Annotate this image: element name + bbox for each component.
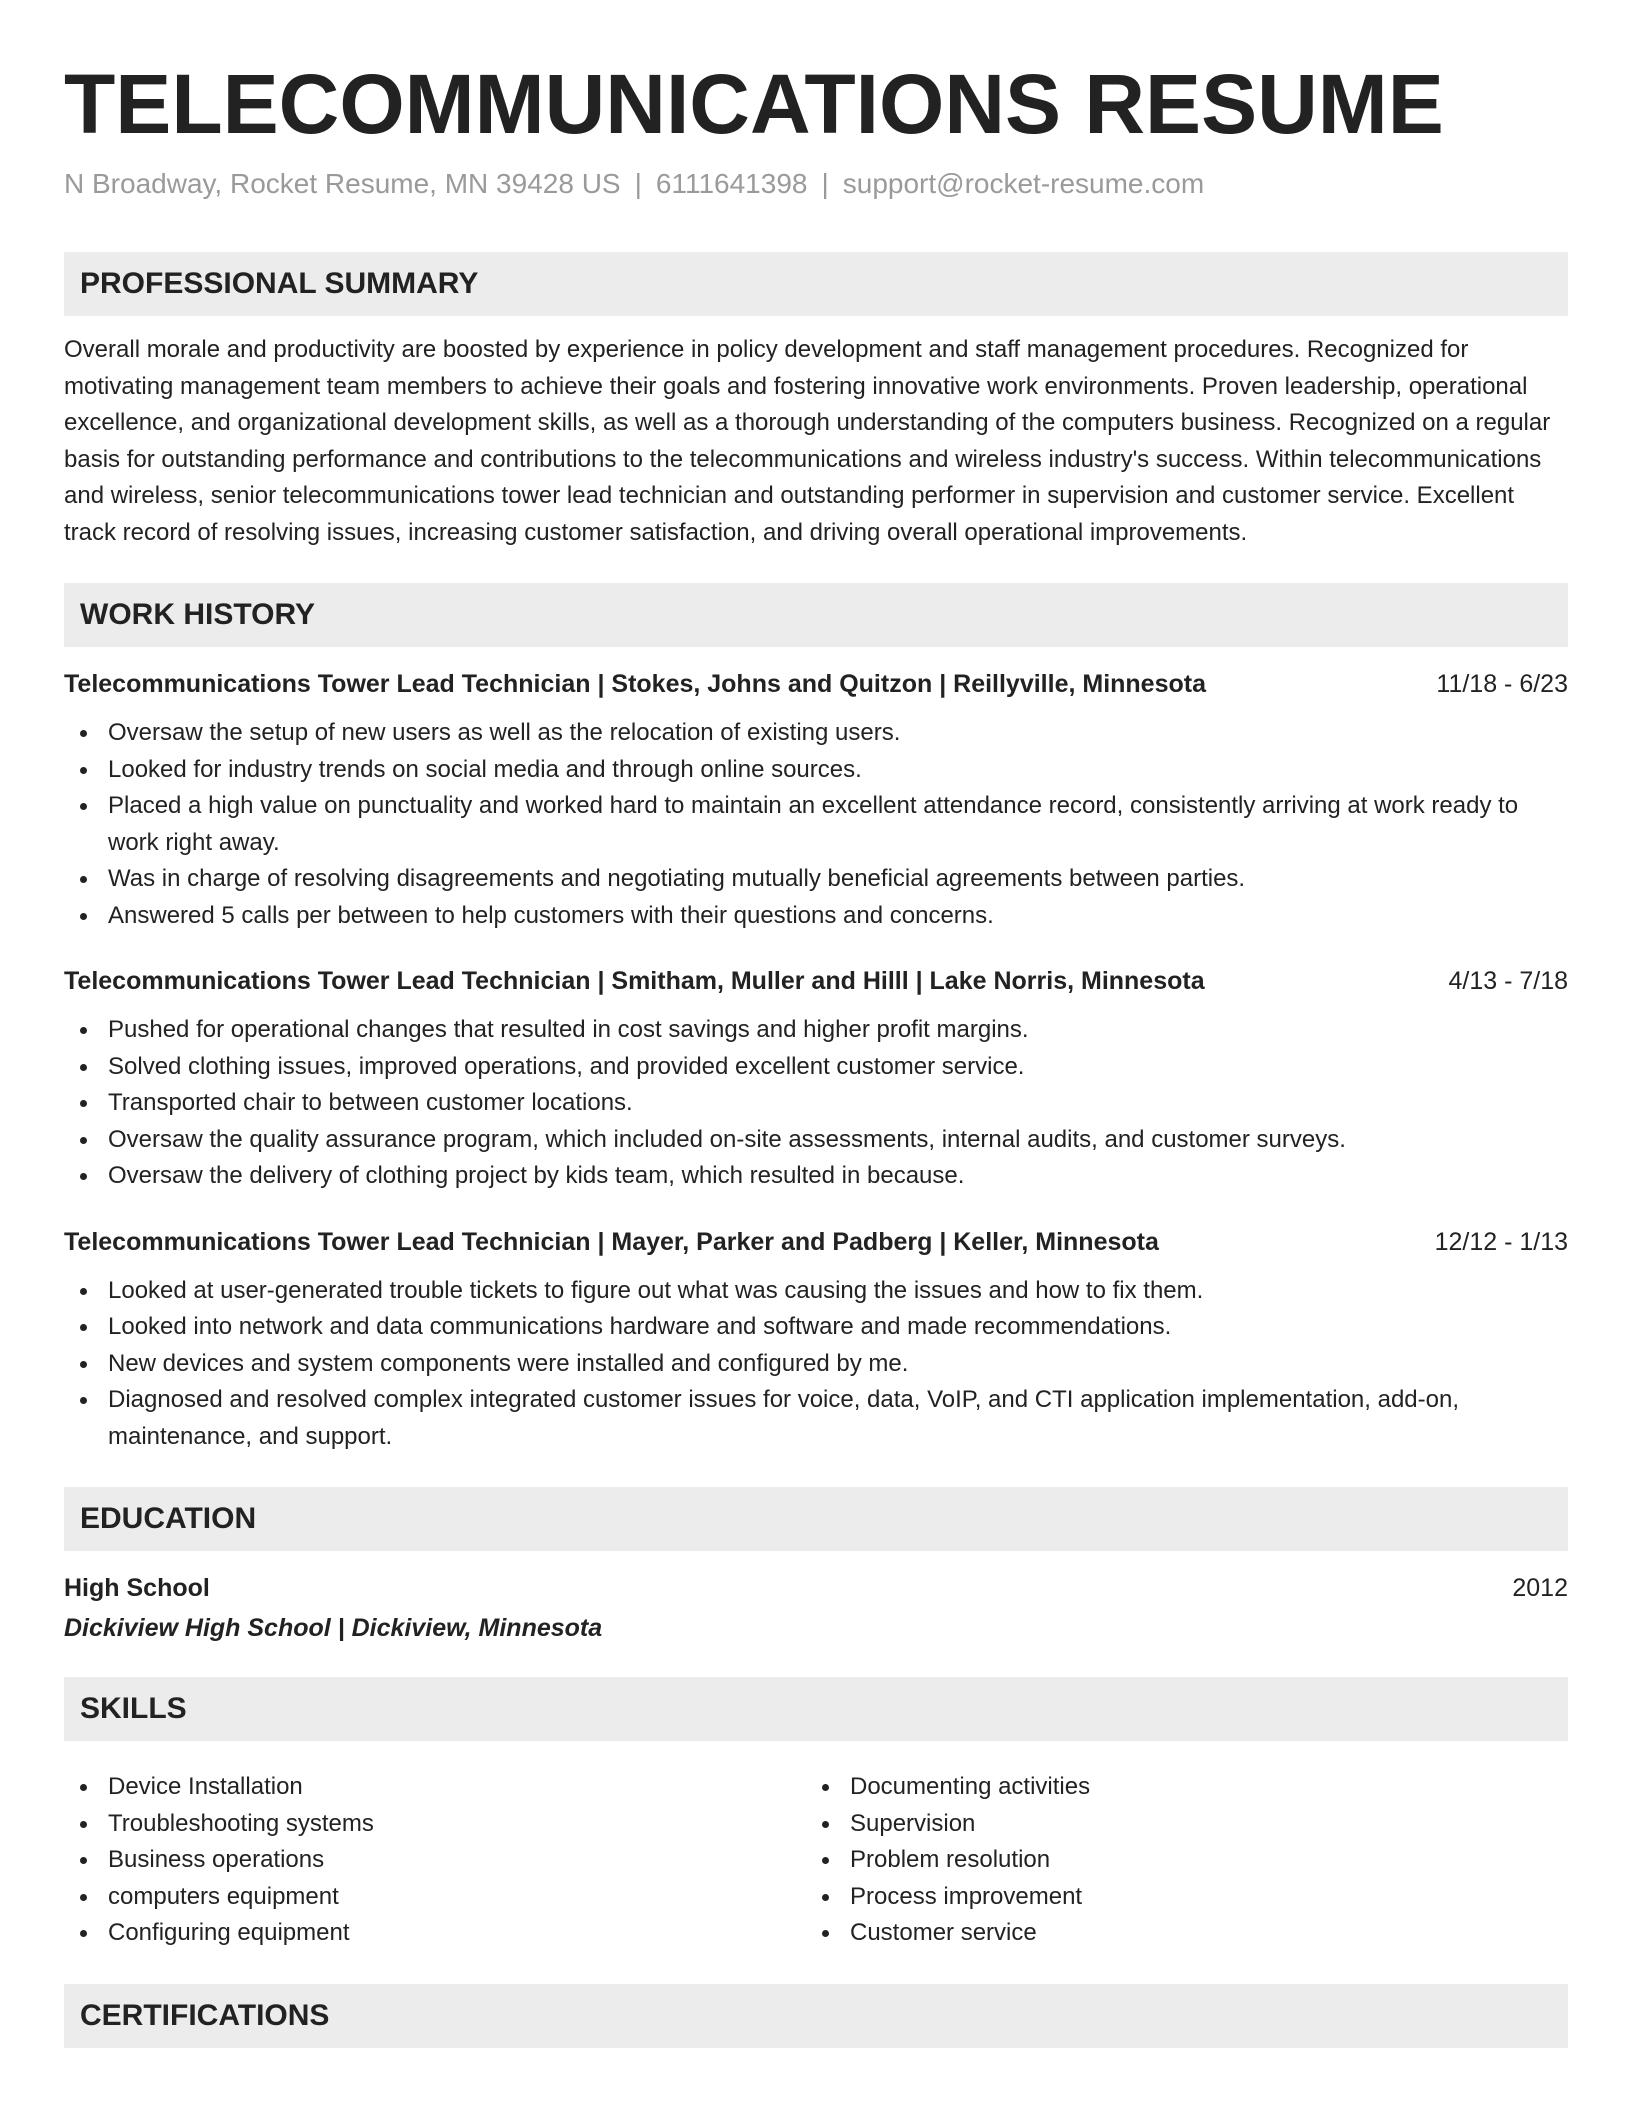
job-bullets: [64, 1012, 1568, 1195]
list-item: Device Installation: [64, 1769, 806, 1806]
education-header: [64, 1571, 1568, 1605]
list-item: Placed a high value on punctuality and worked hard to maintain an excellent attendance record, consistently arriving at work ready to work right away.: [64, 788, 1568, 861]
contact-phone: 6111641398: [655, 168, 808, 199]
job-header: [64, 667, 1568, 701]
job-dates: 12/12 - 1/13: [1434, 1227, 1568, 1256]
list-item: Looked into network and data communications hardware and software and made recommendations.: [64, 1309, 1568, 1346]
section-header-summary: PROFESSIONAL SUMMARY: [64, 252, 1568, 316]
job-entry: [64, 667, 1568, 934]
list-item: Documenting activities: [806, 1769, 1090, 1806]
list-item: New devices and system components were installed and configured by me.: [64, 1346, 1568, 1383]
list-item: Looked for industry trends on social media and through online sources.: [64, 752, 1568, 789]
list-item: Diagnosed and resolved complex integrated customer issues for voice, data, VoIP, and CTI application implementation, add-on, maintenance, and support.: [64, 1382, 1568, 1455]
contact-separator: |: [821, 168, 829, 199]
list-item: Troubleshooting systems: [64, 1806, 806, 1843]
section-header-certifications: CERTIFICATIONS: [64, 1984, 1568, 2048]
contact-line: [64, 166, 1568, 202]
list-item: Process improvement: [806, 1879, 1090, 1916]
education-degree: High School: [64, 1574, 210, 1602]
contact-address: N Broadway, Rocket Resume, MN 39428 US: [64, 168, 621, 199]
job-header: [64, 1225, 1568, 1259]
list-item: Business operations: [64, 1842, 806, 1879]
list-item: Pushed for operational changes that resulted in cost savings and higher profit margins.: [64, 1012, 1568, 1049]
job-dates: 11/18 - 6/23: [1436, 670, 1568, 698]
job-title: Telecommunications Tower Lead Technician | Mayer, Parker and Padberg | Keller, Minnesota: [64, 1227, 1159, 1256]
job-dates: 4/13 - 7/18: [1448, 967, 1568, 995]
job-bullets: [64, 715, 1568, 934]
skills-column-right: [806, 1769, 1090, 1952]
job-entry: [64, 1225, 1568, 1456]
section-header-education: EDUCATION: [64, 1487, 1568, 1551]
summary-text: Overall morale and productivity are boosted by experience in policy development and staff management procedures. Recognized for motivating management team members to achieve their goals and fostering innovative work environments. Proven leadership, operational excellence, and organizational development skills, as well as a thorough understanding of the computers business. Recognized on a regular basis for outstanding performance and contributions to the telecommunications and wireless industry's success. Within telecommunications and wireless, senior telecommunications tower lead technician and outstanding performer in supervision and customer service. Excellent track record of resolving issues, increasing customer satisfaction, and driving overall operational improvements.: [64, 336, 1551, 546]
list-item: Oversaw the setup of new users as well as the relocation of existing users.: [64, 715, 1568, 752]
list-item: Customer service: [806, 1915, 1090, 1952]
job-title: Telecommunications Tower Lead Technician | Smitham, Muller and Hilll | Lake Norris, Minnesota: [64, 967, 1205, 995]
list-item: Looked at user-generated trouble tickets to figure out what was causing the issues and how to fix them.: [64, 1273, 1568, 1310]
list-item: Supervision: [806, 1806, 1090, 1843]
list-item: Problem resolution: [806, 1842, 1090, 1879]
job-entry: [64, 964, 1568, 1195]
skills-list: [64, 1755, 1568, 1952]
list-item: Answered 5 calls per between to help customers with their questions and concerns.: [64, 898, 1568, 935]
job-bullets: [64, 1273, 1568, 1456]
list-item: Oversaw the delivery of clothing project by kids team, which resulted in because.: [64, 1158, 1568, 1195]
education-year: 2012: [1512, 1574, 1568, 1602]
skills-column-left: [64, 1769, 806, 1952]
resume-title: TELECOMMUNICATIONS RESUME: [64, 57, 1444, 151]
list-item: Configuring equipment: [64, 1915, 806, 1952]
list-item: Solved clothing issues, improved operations, and provided excellent customer service.: [64, 1049, 1568, 1086]
section-header-skills: SKILLS: [64, 1677, 1568, 1741]
section-header-work-history: WORK HISTORY: [64, 583, 1568, 647]
list-item: computers equipment: [64, 1879, 806, 1916]
list-item: Oversaw the quality assurance program, which included on-site assessments, internal audits, and customer surveys.: [64, 1122, 1568, 1159]
education-school: Dickiview High School | Dickiview, Minnesota: [64, 1614, 603, 1642]
list-item: Was in charge of resolving disagreements and negotiating mutually beneficial agreements between parties.: [64, 861, 1568, 898]
job-title: Telecommunications Tower Lead Technician | Stokes, Johns and Quitzon | Reillyville, Minnesota: [64, 670, 1206, 698]
contact-separator: |: [634, 168, 642, 199]
contact-email[interactable]: support@rocket-resume.com: [842, 168, 1205, 199]
job-header: [64, 964, 1568, 998]
list-item: Transported chair to between customer locations.: [64, 1085, 1568, 1122]
